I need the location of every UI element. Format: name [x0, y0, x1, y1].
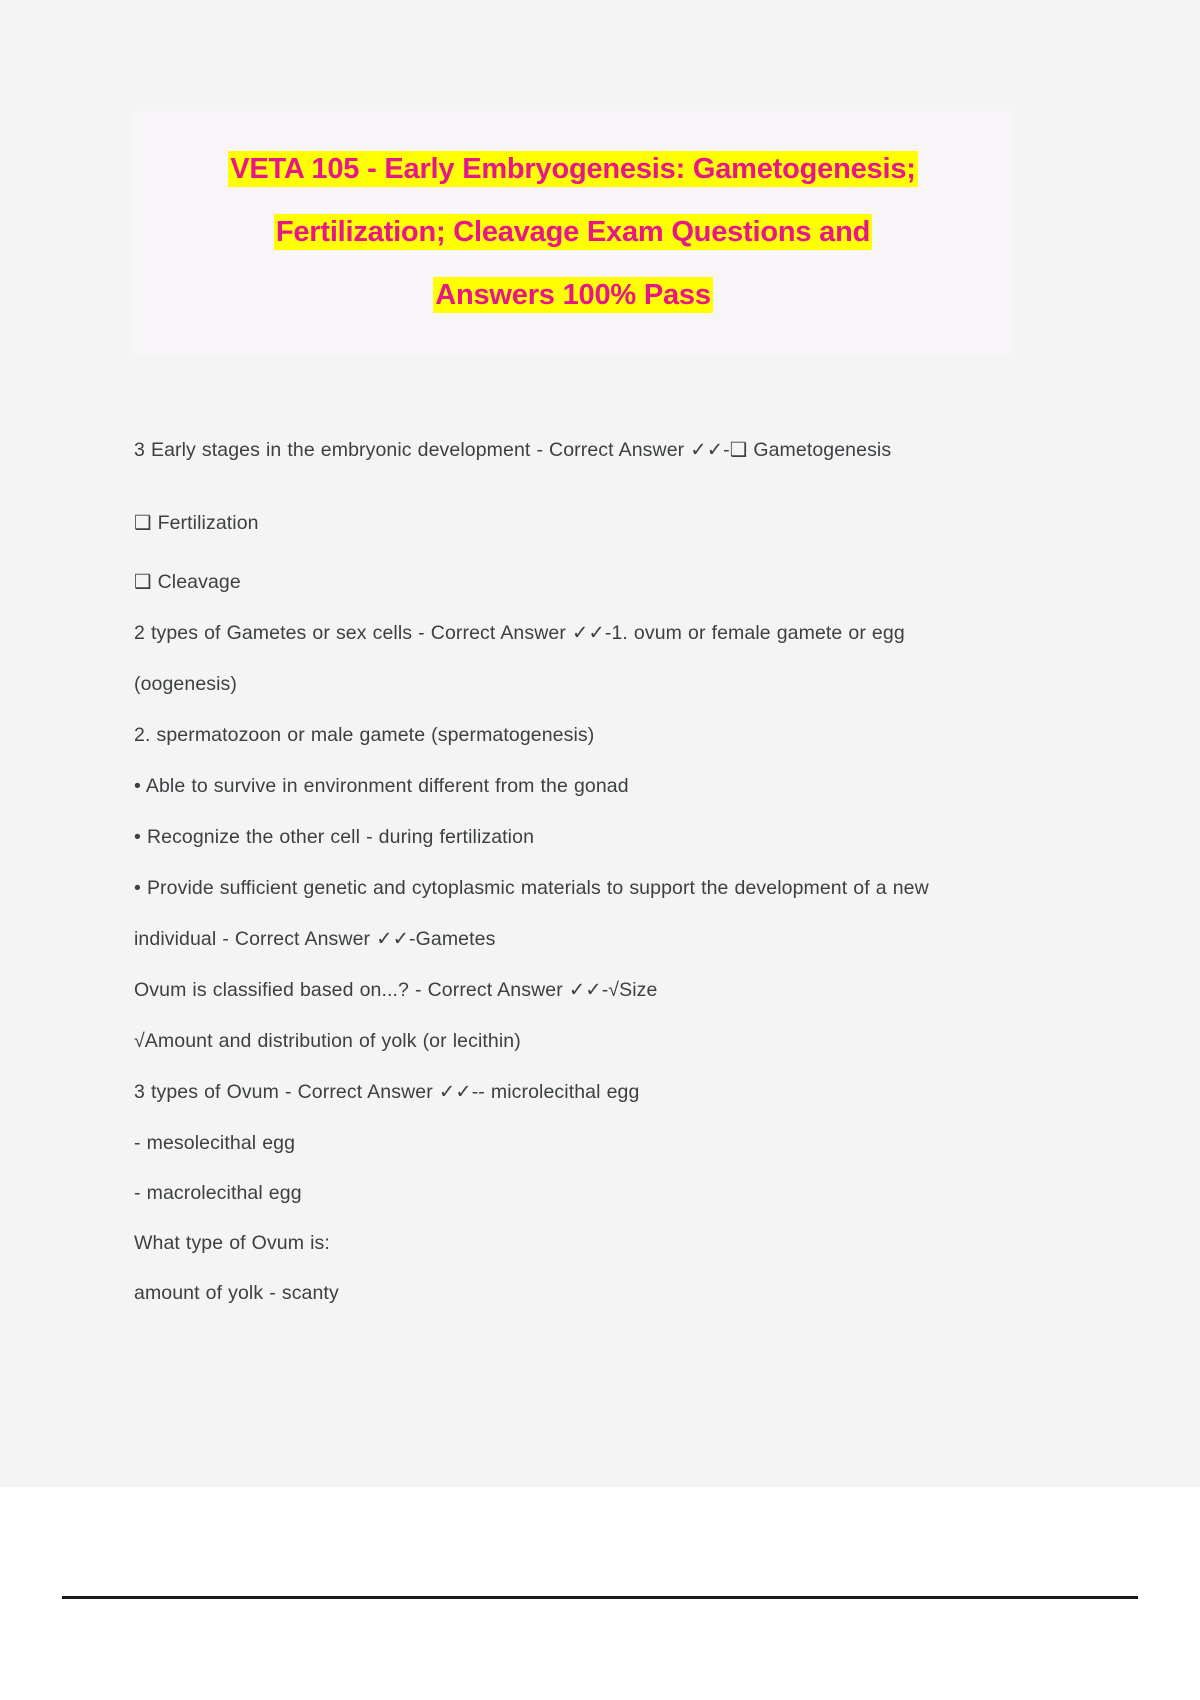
qa-paragraph: - macrolecithal egg — [134, 1182, 302, 1204]
qa-paragraph: 2. spermatozoon or male gamete (spermatogenesis) — [134, 724, 595, 746]
qa-paragraph: ❑ Cleavage — [134, 571, 241, 593]
page-title-line-3 — [144, 264, 1002, 327]
document-body — [134, 425, 1012, 1318]
page-title-line-1 — [144, 138, 1002, 201]
qa-paragraph: - mesolecithal egg — [134, 1132, 296, 1154]
document-title-block — [134, 110, 1012, 357]
qa-paragraph: 2 types of Gametes or sex cells - Correct Answer ✓✓-1. ovum or female gamete or egg (oogenesis) — [134, 622, 905, 695]
qa-paragraph: 3 types of Ovum - Correct Answer ✓✓-- microlecithal egg — [134, 1081, 640, 1103]
qa-paragraph: ❑ Fertilization — [134, 512, 259, 534]
qa-paragraph: • Provide sufficient genetic and cytoplasmic materials to support the development of a new individual - Correct Answer ✓✓-Gametes — [134, 877, 929, 950]
page-title-line-1-text: VETA 105 - Early Embryogenesis: Gametogenesis; — [230, 153, 916, 185]
page-footer-divider — [62, 1596, 1138, 1599]
page-title-line-2 — [144, 201, 1002, 264]
document-content — [134, 0, 1012, 1318]
qa-paragraph: 3 Early stages in the embryonic development - Correct Answer ✓✓-❑ Gametogenesis — [134, 439, 892, 461]
qa-paragraph: amount of yolk - scanty — [134, 1282, 339, 1304]
qa-paragraph: • Recognize the other cell - during fertilization — [134, 826, 535, 848]
qa-paragraph: • Able to survive in environment different from the gonad — [134, 775, 629, 797]
page-title-line-3-text: Answers 100% Pass — [435, 279, 711, 311]
page-title-line-2-text: Fertilization; Cleavage Exam Questions and — [275, 216, 871, 248]
qa-paragraph: Ovum is classified based on...? - Correct Answer ✓✓-√Size — [134, 979, 658, 1001]
qa-paragraph: √Amount and distribution of yolk (or lecithin) — [134, 1030, 521, 1052]
qa-paragraph: What type of Ovum is: — [134, 1232, 330, 1254]
